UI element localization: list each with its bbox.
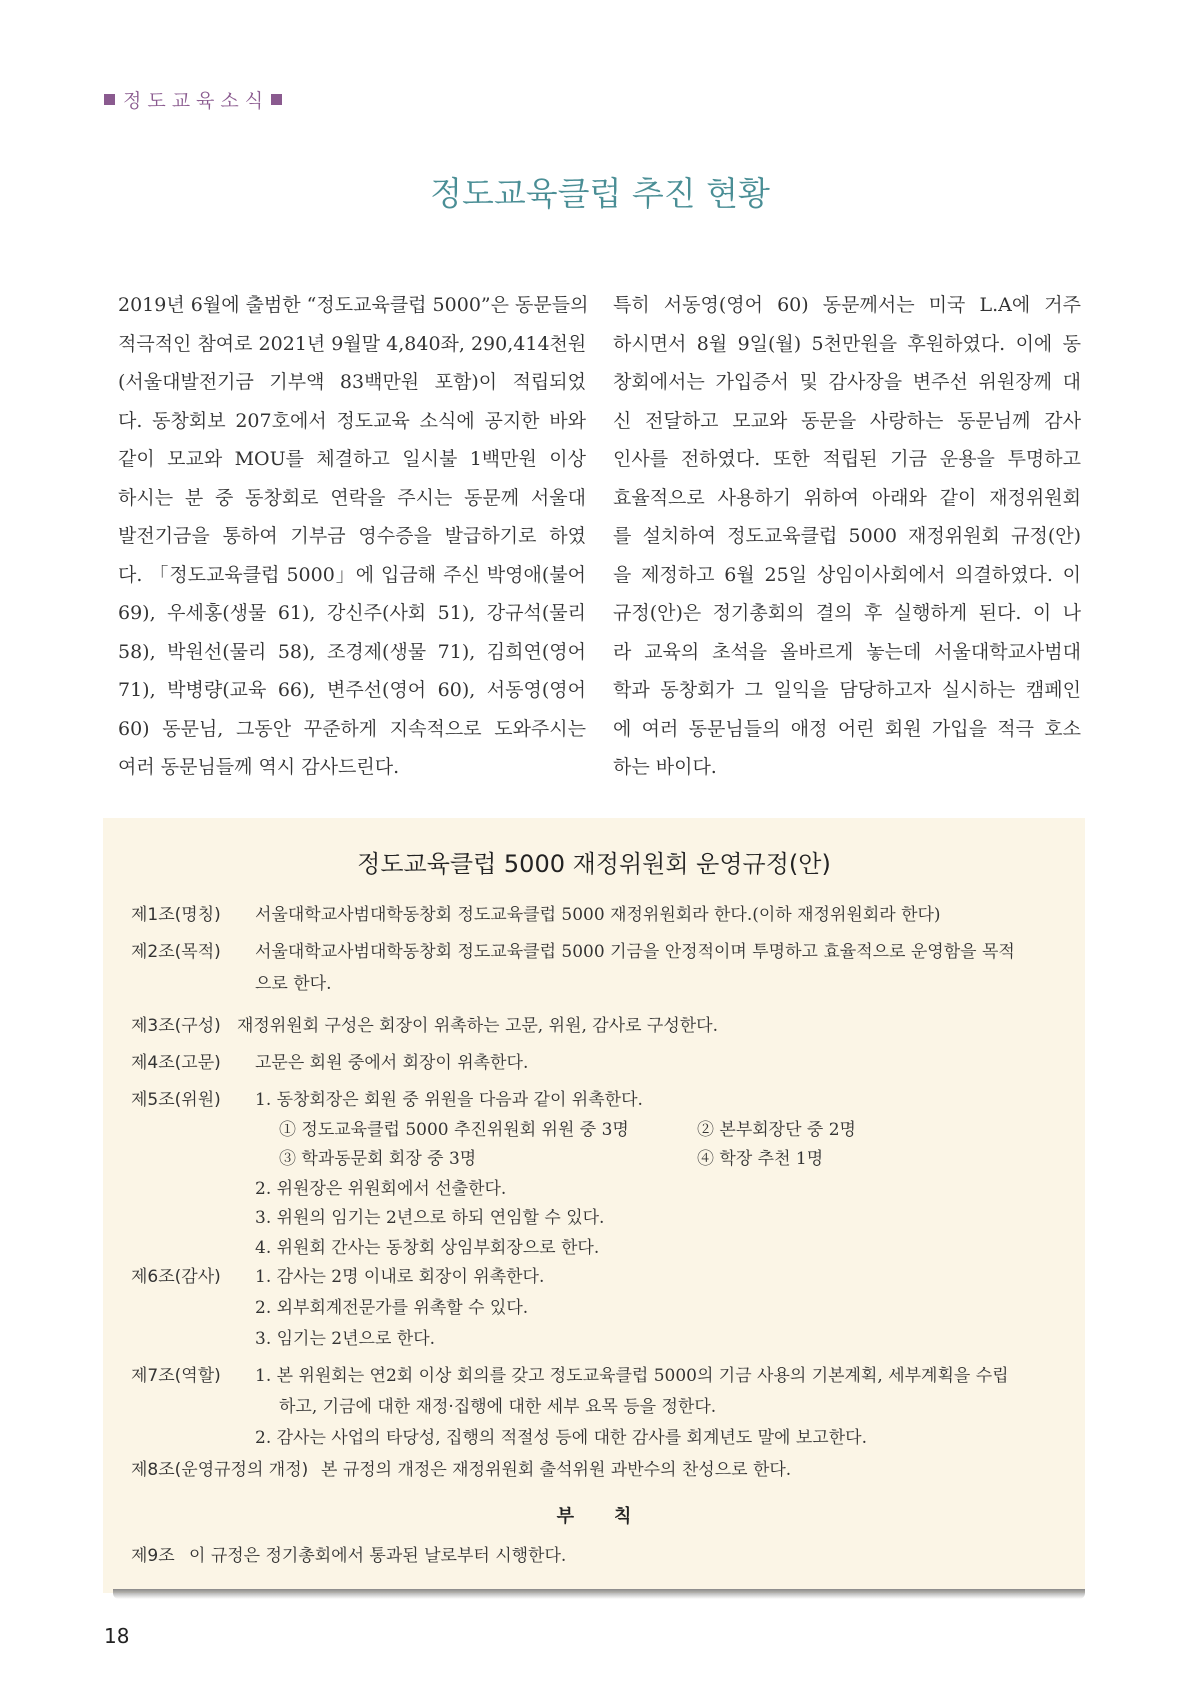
page-number: 18 (104, 1624, 130, 1648)
paragraph-line: 규정(안)은 정기총회의 결의 후 실행하게 된다. 이 나 (613, 602, 1081, 624)
article-item: 1. 감사는 2명 이내로 회장이 위촉한다. (255, 1267, 545, 1287)
article-item: 3. 임기는 2년으로 한다. (255, 1329, 436, 1349)
square-bullet-icon (104, 94, 115, 105)
article-7 (131, 1360, 1071, 1456)
article-label: 제2조(목적) (131, 942, 221, 962)
regulation-title: 정도교육클럽 5000 재정위원회 운영규정(안) (357, 850, 831, 878)
article-1 (131, 899, 1071, 931)
article-item: 1. 동창회장은 회원 중 위원을 다음과 같이 위촉한다. (255, 1090, 643, 1110)
article-label: 제3조(구성) (131, 1016, 221, 1036)
paragraph-line: 하시면서 8월 9일(월) 5천만원을 후원하였다. 이에 동 (613, 332, 1081, 355)
paragraph-line: 하시는 분 중 동창회로 연락을 주시는 동문께 서울대 (118, 486, 586, 509)
article-subitem: ① 정도교육클럽 5000 추진위원회 위원 중 3명 (279, 1120, 629, 1140)
paragraph-line: 여러 동문님들께 역시 감사드린다. (118, 756, 400, 778)
article-5 (131, 1084, 1071, 1264)
page-title: 정도교육클럽 추진 현황 (430, 174, 770, 213)
paragraph-line: 적극적인 참여로 2021년 9월말 4,840좌, 290,414천원 (118, 332, 587, 355)
article-label: 제6조(감사) (131, 1267, 221, 1287)
article-2 (131, 936, 1071, 1000)
article-subitem: ② 본부회장단 중 2명 (697, 1120, 856, 1140)
article-item: 2. 감사는 사업의 타당성, 집행의 적절성 등에 대한 감사를 회계년도 말에 보고한다. (255, 1428, 867, 1448)
paragraph-line: 라 교육의 초석을 올바르게 놓는데 서울대학교사범대 (613, 640, 1081, 663)
paragraph-line: 발전기금을 통하여 기부금 영수증을 발급하기로 하였 (118, 525, 586, 547)
paragraph-line: 같이 모교와 MOU를 체결하고 일시불 1백만원 이상 (118, 448, 586, 470)
paragraph-line: 60) 동문님, 그동안 꾸준하게 지속적으로 도와주시는 (118, 717, 586, 740)
article-item: 2. 위원장은 위원회에서 선출한다. (255, 1179, 507, 1199)
paragraph-line: 에 여러 동문님들의 애정 어린 회원 가입을 적극 호소 (613, 717, 1081, 740)
paragraph-line: 58), 박원선(물리 58), 조경제(생물 71), 김희연(영어 (118, 640, 586, 663)
article-text: 이 규정은 정기총회에서 통과된 날로부터 시행한다. (189, 1546, 567, 1566)
article-label: 제9조 (131, 1546, 175, 1566)
article-item: 3. 위원의 임기는 2년으로 하되 연임할 수 있다. (255, 1208, 605, 1228)
paragraph-line: 효율적으로 사용하기 위하여 아래와 같이 재정위원회 (613, 486, 1081, 509)
paragraph-line: 특히 서동영(영어 60) 동문께서는 미국 L.A에 거주 (613, 294, 1081, 316)
paragraph-line: 69), 우세홍(생물 61), 강신주(사회 51), 강규석(물리 (118, 602, 586, 624)
article-subitem: ④ 학장 추천 1명 (697, 1149, 824, 1169)
article-text: 서울대학교사범대학동창회 정도교육클럽 5000 재정위원회라 한다.(이하 재정위원회라 한다) (255, 905, 941, 925)
paragraph-line: 71), 박병량(교육 66), 변주선(영어 60), 서동영(영어 (118, 679, 586, 701)
section-tag-label: 정도교육소식 (123, 90, 270, 112)
article-6 (131, 1261, 1071, 1357)
paragraph-line: 다. 동창회보 207호에서 정도교육 소식에 공지한 바와 (118, 409, 586, 432)
paragraph-line: 학과 동창회가 그 일익을 담당하고자 실시하는 캠페인 (613, 679, 1081, 701)
article-text: 서울대학교사범대학동창회 정도교육클럽 5000 기금을 안정적이며 투명하고 효율적으로 운영함을 목적 (255, 942, 1015, 962)
article-text: 으로 한다. (255, 974, 332, 994)
article-item: 2. 외부회계전문가를 위촉할 수 있다. (255, 1298, 529, 1318)
article-text: 재정위원회 구성은 회장이 위촉하는 고문, 위원, 감사로 구성한다. (237, 1016, 719, 1036)
article-text: 본 규정의 개정은 재정위원회 출석위원 과반수의 찬성으로 한다. (321, 1460, 792, 1480)
paragraph-line: 하는 바이다. (613, 756, 717, 778)
article-label: 제5조(위원) (131, 1090, 221, 1110)
right-column (613, 286, 1081, 787)
paragraph-line: 을 제정하고 6월 25일 상임이사회에서 의결하였다. 이 (613, 563, 1081, 586)
article-item: 1. 본 위원회는 연2회 이상 회의를 갖고 정도교육클럽 5000의 기금 사용의 기본계획, 세부계획을 수립 (255, 1366, 1009, 1386)
paragraph-line: 인사를 전하였다. 또한 적립된 기금 운용을 투명하고 (613, 448, 1081, 470)
article-item: 하고, 기금에 대한 재정·집행에 대한 세부 요목 등을 정한다. (279, 1397, 717, 1417)
square-bullet-icon (271, 94, 282, 105)
article-label: 제1조(명칭) (131, 905, 221, 925)
article-8 (131, 1454, 1071, 1486)
article-text: 고문은 회원 중에서 회장이 위촉한다. (255, 1053, 529, 1073)
appendix-heading: 부칙 (556, 1506, 672, 1527)
article-3 (131, 1010, 1071, 1042)
paragraph-line: 를 설치하여 정도교육클럽 5000 재정위원회 규정(안) (613, 525, 1081, 547)
article-label: 제8조(운영규정의 개정) (131, 1460, 309, 1480)
article-4 (131, 1047, 1071, 1079)
paragraph-line: 다. 「정도교육클럽 5000」에 입금해 주신 박영애(불어 (118, 563, 586, 586)
article-9 (131, 1540, 1071, 1572)
article-label: 제4조(고문) (131, 1053, 221, 1073)
section-tag (104, 86, 282, 113)
paragraph-line: 창회에서는 가입증서 및 감사장을 변주선 위원장께 대 (613, 371, 1081, 393)
regulation-box (103, 818, 1085, 1593)
paragraph-line: 신 전달하고 모교와 동문을 사랑하는 동문님께 감사 (613, 409, 1081, 432)
article-subitem: ③ 학과동문회 회장 중 3명 (279, 1149, 477, 1169)
box-shadow (113, 1589, 1085, 1599)
paragraph-line: (서울대발전기금 기부액 83백만원 포함)이 적립되었 (118, 371, 586, 393)
paragraph-line: 2019년 6월에 출범한 “정도교육클럽 5000”은 동문들의 (118, 294, 589, 316)
left-column (118, 286, 589, 787)
article-label: 제7조(역할) (131, 1366, 221, 1386)
article-item: 4. 위원회 간사는 동창회 상임부회장으로 한다. (255, 1238, 600, 1258)
